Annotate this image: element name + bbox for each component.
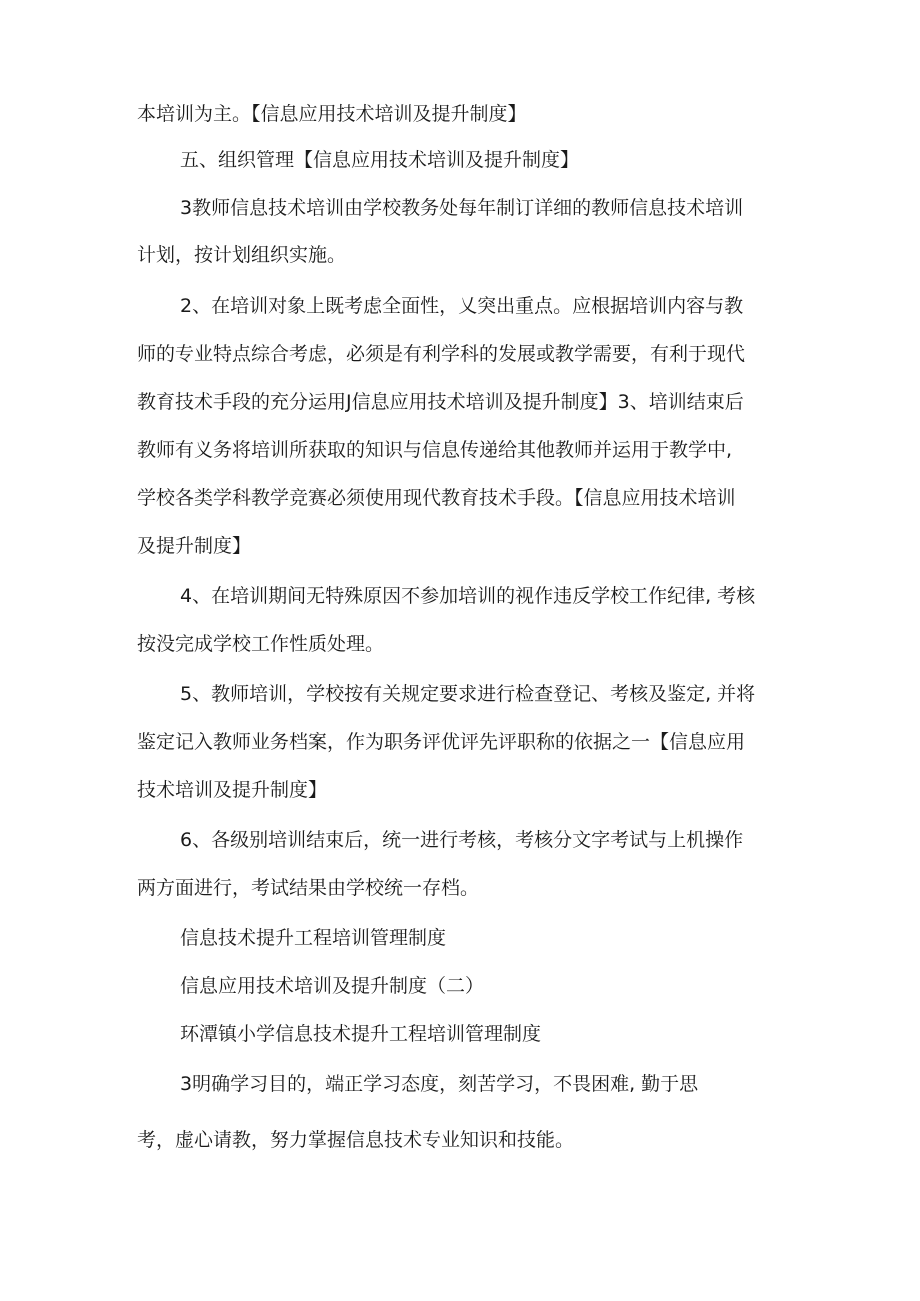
- text-line: 3教师信息技术培训由学校教务处每年制订详细的教师信息技术培训: [180, 197, 744, 219]
- text-line: 鉴定记入教师业务档案，作为职务评优评先评职称的依据之一【信息应用: [137, 731, 746, 753]
- doc-heading: 信息应用技术培训及提升制度（二）: [180, 975, 485, 997]
- text-line: 教育技术手段的充分运用J信息应用技术培训及提升制度】3、培训结束后: [137, 391, 744, 413]
- text-line: 3明确学习目的，端正学习态度，刻苦学习，不畏困难, 勤于思: [180, 1073, 699, 1095]
- text-line: 两方面进行，考试结果由学校统一存档。: [137, 877, 480, 899]
- text-line: 考，虚心请教，努力掌握信息技术专业知识和技能。: [137, 1129, 575, 1151]
- doc-heading: 信息技术提升工程培训管理制度: [180, 927, 447, 949]
- text-line: 教师有义务将培训所获取的知识与信息传递给其他教师并运用于教学中,: [137, 439, 733, 461]
- doc-heading: 环潭镇小学信息技术提升工程培训管理制度: [180, 1023, 542, 1045]
- text-line: 5、教师培训，学校按有关规定要求进行检查登记、考核及鉴定, 并将: [180, 683, 756, 705]
- text-line: 按没完成学校工作性质处理。: [137, 633, 385, 655]
- text-line: 4、在培训期间无特殊原因不参加培训的视作违反学校工作纪律, 考核: [180, 585, 756, 607]
- text-line: 计划，按计划组织实施。: [137, 244, 347, 266]
- text-line: 学校各类学科教学竞赛必须使用现代教育技术手段。【信息应用技术培训: [137, 487, 736, 509]
- text-line: 6、各级别培训结束后，统一进行考核，考核分文字考试与上机操作: [180, 829, 744, 851]
- text-line: 2、在培训对象上既考虑全面性，乂突出重点。应根据培训内容与教: [180, 295, 744, 317]
- section-heading: 五、组织管理【信息应用技术培训及提升制度】: [180, 149, 580, 171]
- text-line: 本培训为主。【信息应用技术培训及提升制度】: [137, 103, 527, 125]
- text-line: 师的专业特点综合考虑，必须是有利学科的发展或教学需要，有利于现代: [137, 343, 746, 365]
- text-line: 技术培训及提升制度】: [137, 779, 328, 801]
- text-line: 及提升制度】: [137, 535, 252, 557]
